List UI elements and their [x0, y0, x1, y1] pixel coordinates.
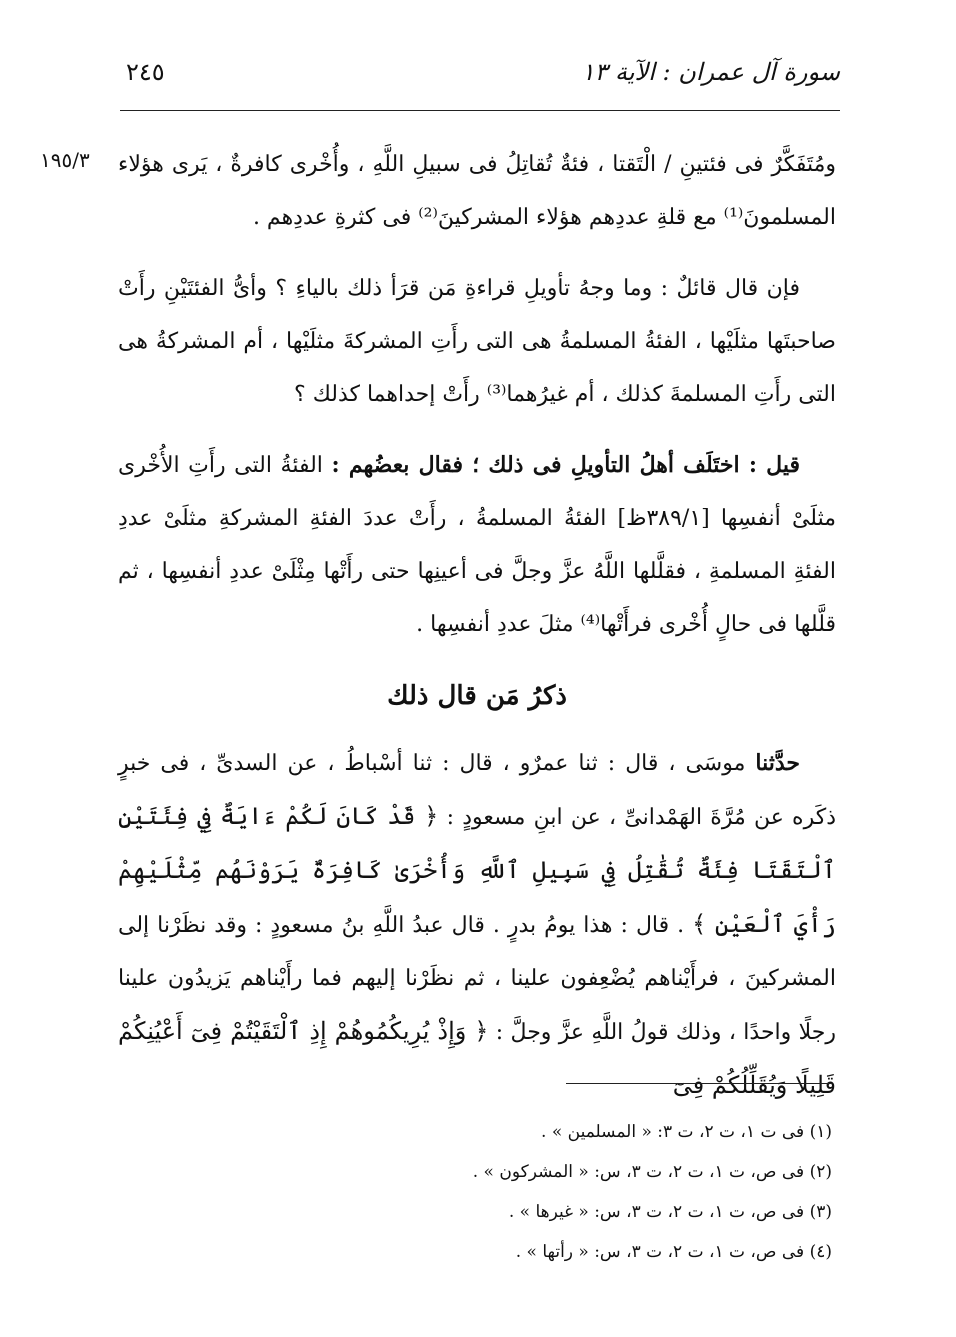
footnotes [300, 1112, 832, 1272]
footnote-1: (١) فى ت ١، ت ٢، ت ٣: « المسلمين » . [541, 1122, 832, 1142]
paragraph-3-text: الفئةُ التى رأَتِ الأُخْرى مثلَىْ أنفسِها [٣٨٩/١ظ] الفئةُ المسلمةُ ، رأَتْ عددَ الفئةِ المشركةِ مثلَىْ عددِ الفئةِ المسلمةِ ، فقلَّلها اللَّهُ عزَّ وجلَّ فى أعينِها حتى رأَتْها مِثْلَىْ عددِ أنفسِها ، ثم قلَّلها فى حالٍ أُخْرى فرأَتْها⁽⁴⁾ مثلَ عددِ أنفسِها . [118, 453, 836, 637]
margin-reference: ١٩٥/٣ [40, 148, 90, 172]
section-heading: ذكرُ مَن قال ذلك [387, 681, 567, 711]
hadith-lead: حدَّثنا [755, 750, 800, 776]
paragraph-3 [118, 439, 836, 651]
paragraph-3-lead: قيل : اختَلَف أهلُ التأويلِ فى ذلك ؛ فقال بعضُهم : [331, 452, 800, 478]
footnote-divider [566, 1083, 832, 1084]
footnote-3: (٣) فى ص، ت ١، ت ٢، ت ٣، س: « غيرها » . [508, 1202, 832, 1222]
hadith-text-1: موسَى ، قال : ثنا عمرٌو ، قال : ثنا أسْباطُ ، عن السدىِّ ، فى خبرٍ ذكَره عن مُرَّةَ الهَمْدانىِّ ، عن ابنِ مسعودٍ : [118, 751, 836, 830]
quran-verse-2: ﴿ وَإِذْ يُرِيكُمُوهُمْ إِذِ ٱلْتَقَيْتُمْ فِىٓ أَعْيُنِكُمْ قَلِيلًا وَيُقَلِّلُكُمْ فِىٓ [118, 1017, 836, 1099]
footnote-4: (٤) فى ص، ت ١، ت ٢، ت ٣، س: « رأتها » . [515, 1242, 832, 1262]
main-text [118, 138, 836, 1131]
paragraph-2: فإن قال قائلٌ : وما وجهُ تأويلِ قراءةِ مَن قرَأ ذلك بالياءِ ؟ وأىُّ الفئتَيْنِ رأَتْ صاحبتَها مثلَيْها ، الفئةُ المسلمةُ هى التى رأَتِ المشركةَ مثلَيْها ، أم المشركةُ هى التى رأَتِ المسلمةَ كذلك ، أم غيرُهما⁽³⁾ رأَتْ إحداهما كذلك ؟ [118, 276, 836, 407]
footnote-2: (٢) فى ص، ت ١، ت ٢، ت ٣، س: « المشركون » . [472, 1162, 832, 1182]
header-divider [120, 110, 840, 111]
paragraph-1: ومُتَفَكَّرٌ فى فئتينِ / الْتَقتا ، فئةٌ تُقاتِلُ فى سبيلِ اللَّهِ ، وأُخْرى كافرةٌ ، يَرى هؤلاء المسلمونَ⁽¹⁾ مع قلةِ عددِهم هؤلاء المشركينَ⁽²⁾ فى كثرةِ عددِهم . [118, 152, 836, 230]
page-header [120, 58, 840, 98]
page-number: ٢٤٥ [126, 58, 165, 86]
hadith-text-2: . قال : هذا يومُ بدرٍ . قال عبدُ اللَّهِ بنُ مسعودٍ : وقد نظَرْنا إلى المشركينَ ، فرأَيْناهم يُضْعِفون علينا ، ثم نظَرْنا إليهم فما رأَيْناهم يَزيدُون علينا رجلًا واحدًا ، وذلك قولُ اللَّهِ عزَّ وجلَّ : [118, 913, 836, 1045]
running-title: سورة آل عمران : الآية ١٣ [581, 58, 840, 86]
hadith-paragraph [118, 737, 836, 1113]
quran-verse-1: ﴿ قَدْ كَانَ لَكُمْ ءَايَةٌ فِي فِئَتَيْنِ ٱلْتَقَتَا فِئَةٌ تُقَٰتِلُ فِي سَبِيلِ ٱللَّهِ وَأُخْرَىٰ كَافِرَةٌ يَرَوْنَهُم مِّثْلَيْهِمْ رَأْيَ ٱلْعَيْنِ ﴾ [118, 802, 836, 938]
